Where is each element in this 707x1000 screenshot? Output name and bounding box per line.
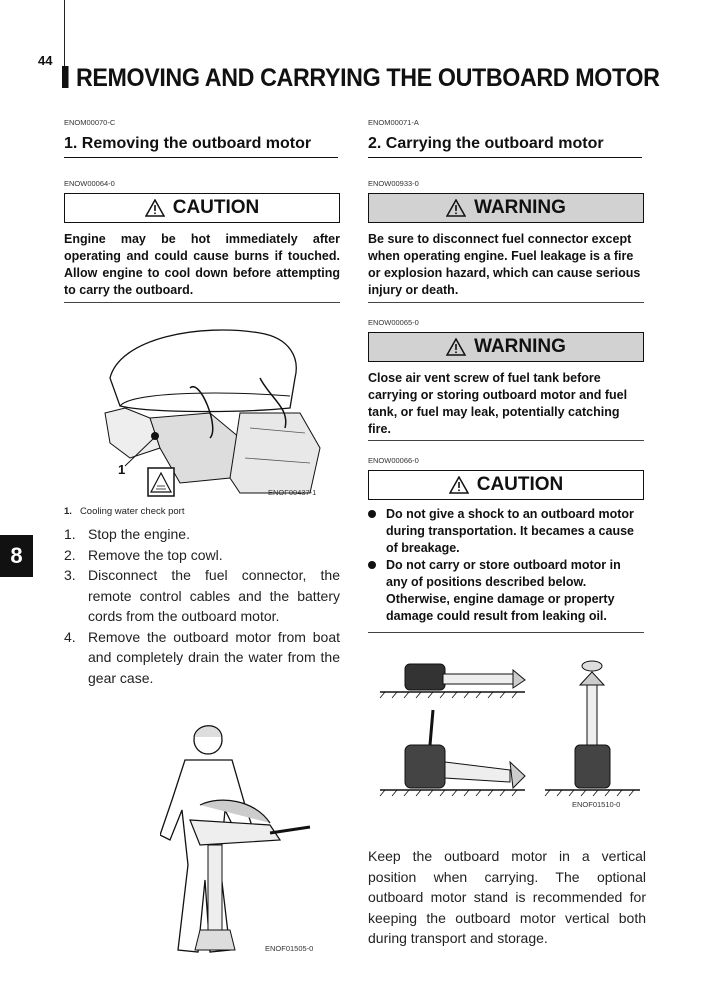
figure-code-3: ENOF01510-0 — [572, 800, 621, 809]
bullet-dot — [368, 561, 376, 569]
caution-code-left: ENOW00064-0 — [64, 179, 115, 188]
divider-right-3 — [368, 632, 644, 633]
caption-number: 1. — [64, 506, 72, 517]
warning-triangle-icon — [145, 199, 165, 217]
section-heading-carrying: 2. Carrying the outboard motor — [368, 135, 642, 158]
warning-box-1 — [368, 193, 644, 223]
warning-code-2: ENOW00065-0 — [368, 318, 419, 327]
page-number: 44 — [38, 53, 53, 68]
warning-triangle-icon — [449, 476, 469, 494]
step-item: 2. Remove the top cowl. — [64, 546, 223, 563]
caution-bullet: Do not give a shock to an outboard motor during transportation. It becames a cause of breakage. — [368, 506, 644, 557]
page-title — [62, 64, 660, 93]
page-title-text: REMOVING AND CARRYING THE OUTBOARD MOTOR — [75, 64, 660, 92]
figure-code-1: ENOF00437-1 — [268, 488, 317, 497]
warning-box-2 — [368, 332, 644, 362]
caution-box-left — [64, 193, 340, 223]
caution-bullets — [368, 506, 644, 625]
title-bar-mark — [62, 66, 69, 88]
section-code-right: ENOM00071-A — [368, 118, 419, 127]
caution-code-right: ENOW00066-0 — [368, 456, 419, 465]
step-item: 3. Disconnect the fuel connector, the remote control cables and the battery cords from the outboard motor. — [64, 567, 340, 624]
person-carrying-motor-illustration — [160, 715, 320, 960]
figure-callout-1: 1 — [118, 462, 126, 477]
divider-left-1 — [64, 302, 340, 303]
section-code-left: ENOM00070-C — [64, 118, 116, 127]
warning-triangle-icon — [446, 199, 466, 217]
caption-text: Cooling water check port — [79, 506, 185, 517]
incorrect-positions-illustration — [375, 650, 645, 815]
divider-right-2 — [368, 440, 644, 441]
warning-code-1: ENOW00933-0 — [368, 179, 419, 188]
section-heading-removing: 1. Removing the outboard motor — [64, 135, 338, 158]
warning-text-2: Close air vent screw of fuel tank before carrying or storing outboard motor and fuel tank, or fuel may leak, potentially catching fire. — [368, 371, 628, 436]
caution-box-right — [368, 470, 644, 500]
warning-triangle-icon — [446, 338, 466, 356]
closing-paragraph: Keep the outboard motor in a vertical position when carrying. The optional outboard motor stand is recommended for keeping the outboard motor vertical both during transport and storage. — [368, 848, 646, 946]
step-item: 4. Remove the outboard motor from boat and completely drain the water from the gear case. — [64, 628, 340, 686]
figure-caption-1 — [64, 506, 185, 517]
engine-cooling-port-illustration — [90, 318, 340, 503]
caution-bullet: Do not carry or store outboard motor in any of positions described below. Otherwise, engine damage or property damage could result from leaking oil. — [368, 557, 644, 625]
divider-right-1 — [368, 302, 644, 303]
chapter-tab: 8 — [0, 535, 33, 577]
removal-steps-list — [64, 524, 340, 688]
caution-text-left: Engine may be hot immediately after operating and could cause burns if touched. Allow engine to cool down before attempting to carry the outboard. — [64, 232, 340, 297]
step-item: 1. Stop the engine. — [64, 526, 190, 542]
caution-label-left: CAUTION — [172, 197, 260, 218]
warning-text-1: Be sure to disconnect fuel connector except when operating engine. Fuel leakage is a fire or explosion hazard, which can cause serious injury or death. — [368, 232, 641, 297]
top-margin-rule — [64, 0, 65, 66]
caution-label-right: CAUTION — [476, 474, 564, 495]
warning-label-2: WARNING — [474, 336, 566, 357]
figure-code-2: ENOF01505-0 — [265, 944, 314, 953]
warning-label-1: WARNING — [474, 197, 566, 218]
bullet-dot — [368, 510, 376, 518]
